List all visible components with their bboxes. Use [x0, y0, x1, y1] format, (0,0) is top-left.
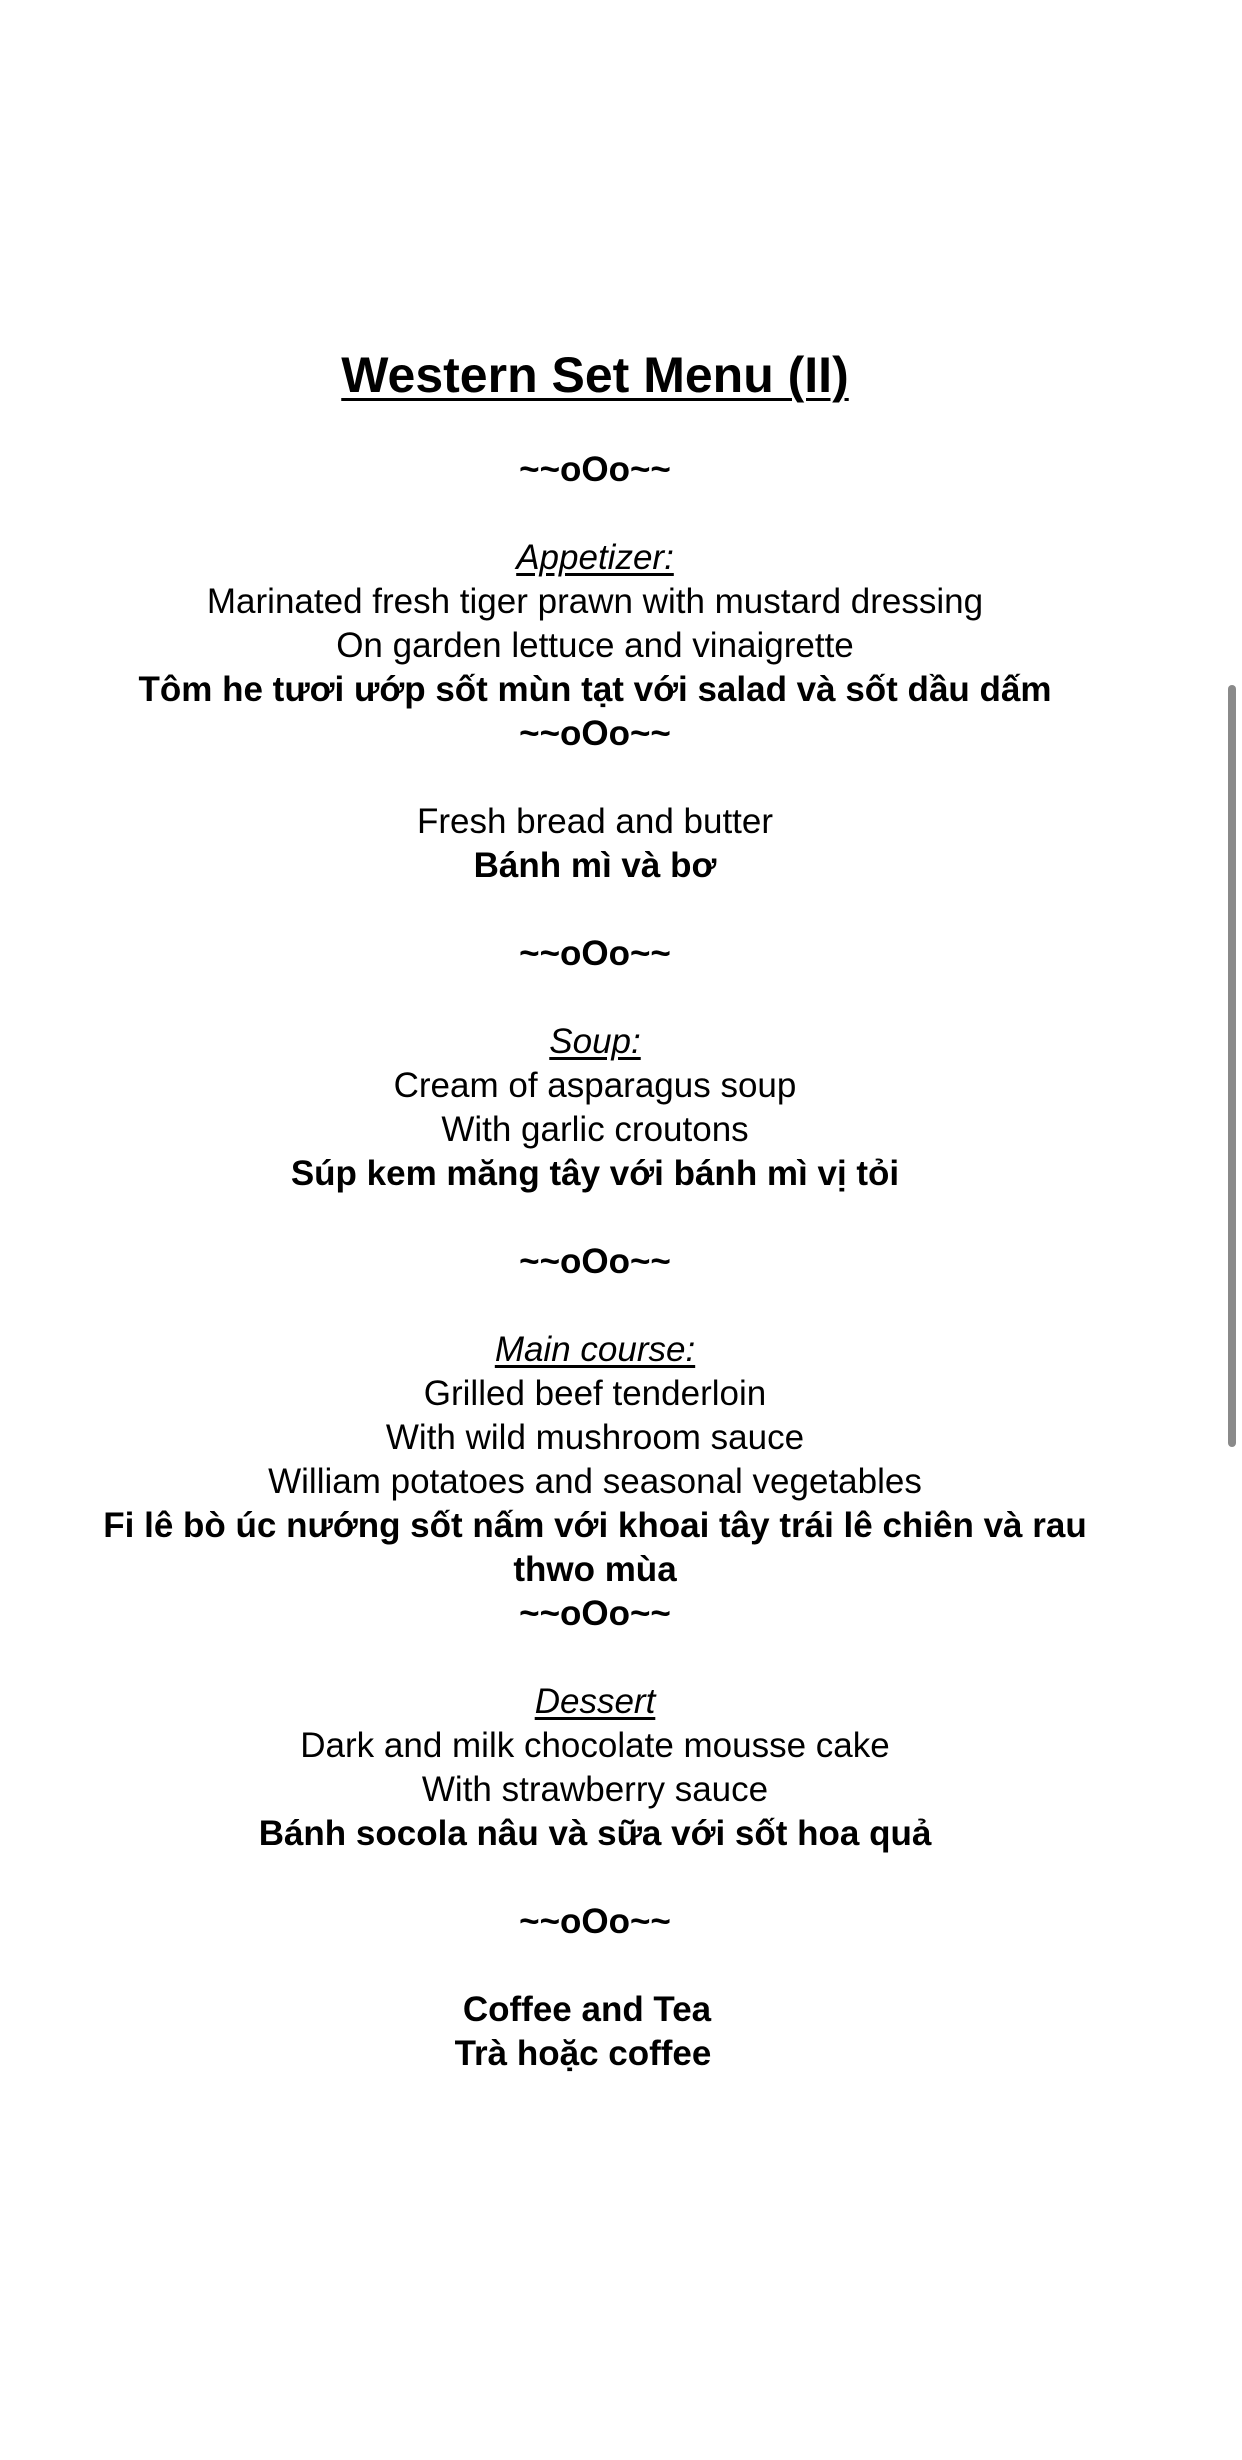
main-course-line-3: William potatoes and seasonal vegetables — [268, 1462, 922, 1501]
dessert-vietnamese: Bánh socola nâu và sữa với sốt hoa quả — [258, 1814, 932, 1853]
spacer — [0, 1636, 1190, 1680]
soup-heading: Soup: — [549, 1022, 641, 1061]
page-title: Western Set Menu (II) — [341, 347, 849, 403]
drinks-vietnamese: Trà hoặc coffee — [454, 2034, 712, 2073]
main-course-vietnamese: Fi lê bò úc nướng sốt nấm với khoai tây trái lê chiên và rau thwo mùa — [103, 1506, 1087, 1589]
appetizer-line-2: On garden lettuce and vinaigrette — [336, 626, 854, 665]
spacer — [0, 1196, 1190, 1240]
vertical-scrollbar-thumb[interactable] — [1228, 685, 1236, 1447]
spacer — [0, 976, 1190, 1020]
dessert-heading: Dessert — [534, 1682, 656, 1721]
main-course-heading: Main course: — [494, 1330, 696, 1369]
separator: ~~oOo~~ — [519, 450, 671, 489]
bread-vietnamese: Bánh mì và bơ — [473, 846, 717, 885]
dessert-line-1: Dark and milk chocolate mousse cake — [300, 1726, 890, 1765]
bread-line: Fresh bread and butter — [416, 802, 774, 841]
main-course-line-2: With wild mushroom sauce — [385, 1418, 805, 1457]
appetizer-heading: Appetizer: — [516, 538, 674, 577]
spacer — [0, 888, 1190, 932]
appetizer-vietnamese: Tôm he tươi ướp sốt mùn tạt với salad và sốt dầu dấm — [138, 670, 1052, 709]
appetizer-line-1: Marinated fresh tiger prawn with mustard dressing — [206, 582, 984, 621]
separator: ~~oOo~~ — [519, 934, 671, 973]
dessert-line-2: With strawberry sauce — [421, 1770, 769, 1809]
drinks-english: Coffee and Tea — [462, 1990, 712, 2029]
separator: ~~oOo~~ — [519, 714, 671, 753]
separator: ~~oOo~~ — [519, 1242, 671, 1281]
soup-line-2: With garlic croutons — [441, 1110, 749, 1149]
main-course-line-1: Grilled beef tenderloin — [423, 1374, 767, 1413]
menu-body — [0, 448, 1190, 2076]
spacer — [0, 756, 1190, 800]
soup-line-1: Cream of asparagus soup — [393, 1066, 797, 1105]
separator: ~~oOo~~ — [519, 1594, 671, 1633]
soup-vietnamese: Súp kem măng tây với bánh mì vị tỏi — [290, 1154, 900, 1193]
spacer — [0, 1944, 1190, 1988]
spacer — [0, 1284, 1190, 1328]
spacer — [0, 492, 1190, 536]
spacer — [0, 1856, 1190, 1900]
separator: ~~oOo~~ — [519, 1902, 671, 1941]
